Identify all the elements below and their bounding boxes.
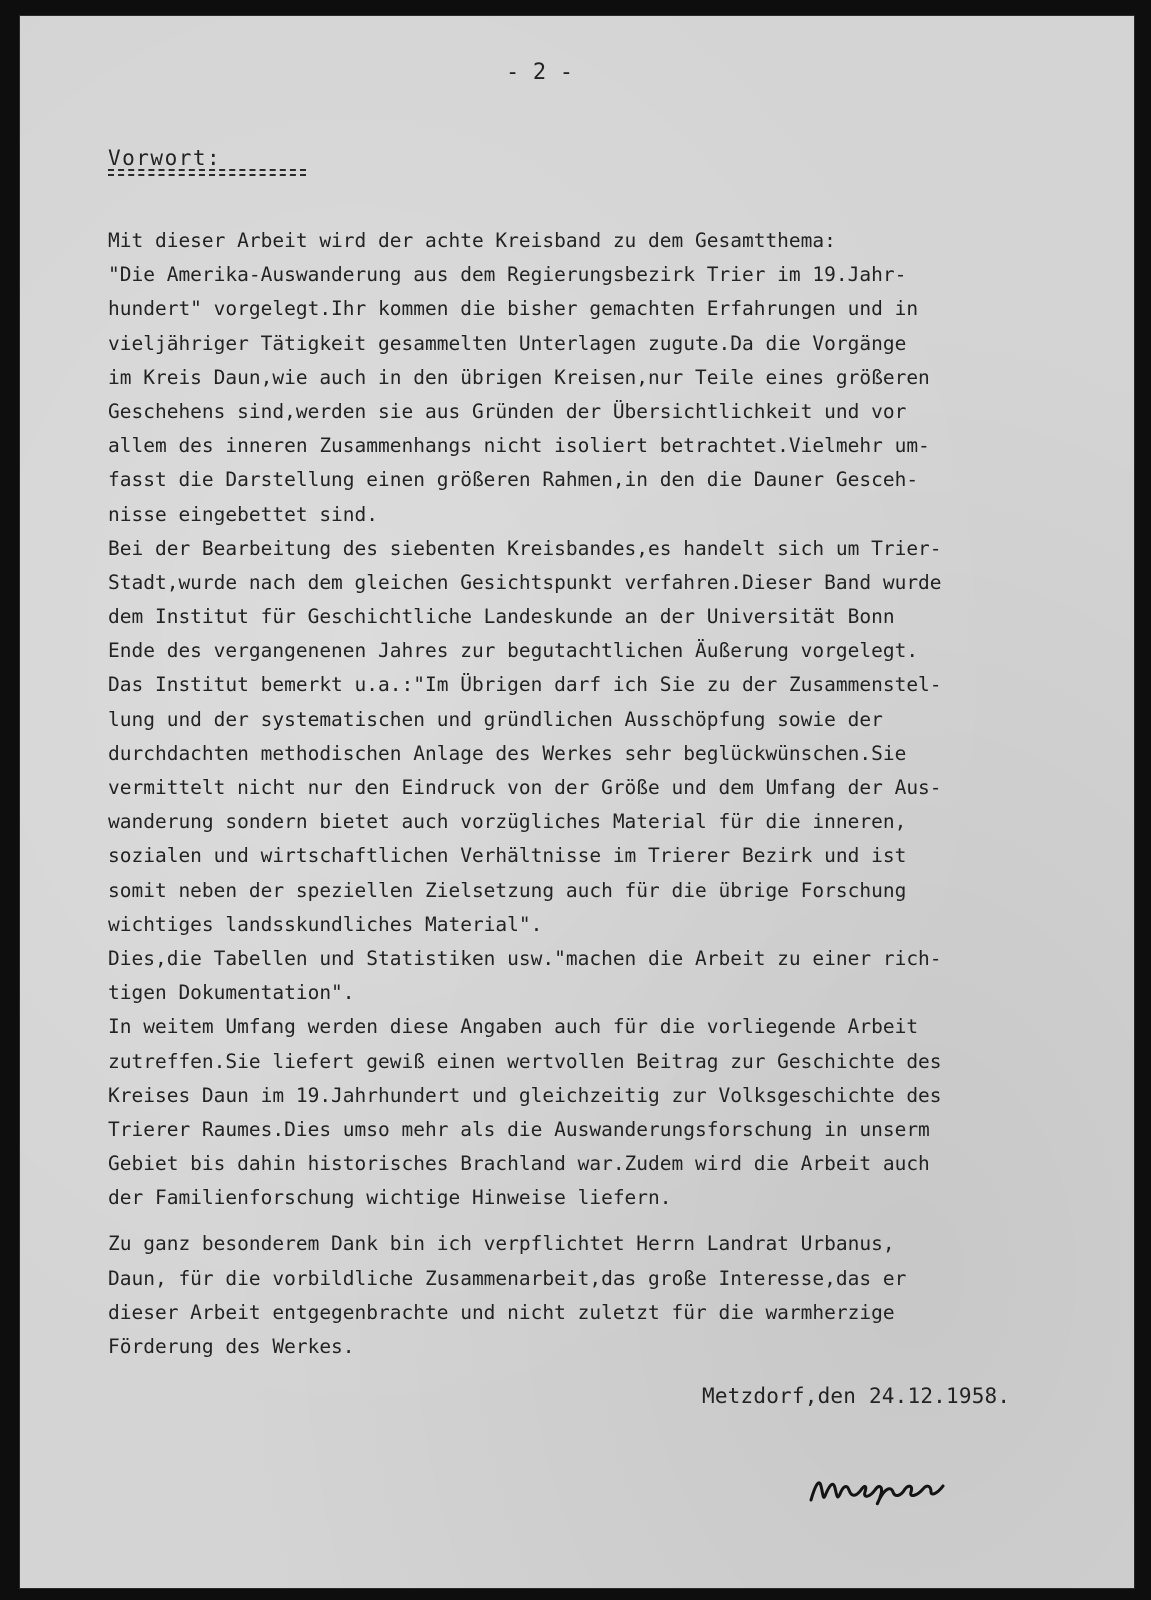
text-line: allem des inneren Zusammenhangs nicht isoliert betrachtet.Vielmehr um- [108,434,930,458]
text-line: hundert" vorgelegt.Ihr kommen die bisher gemachten Erfahrungen und in [108,297,919,321]
text-line: nisse eingebettet sind. [108,502,379,526]
text-line: der Familienforschung wichtige Hinweise liefern. [108,1186,672,1210]
text-line: Trierer Raumes.Dies umso mehr als die Auswanderungsforschung in unserm [108,1117,930,1141]
text-line: In weitem Umfang werden diese Angaben auch für die vorliegende Arbeit [108,1015,919,1039]
text-line: tigen Dokumentation". [108,981,355,1005]
text-line: dem Institut für Geschichtliche Landeskunde an der Universität Bonn [108,605,895,629]
text-line: zutreffen.Sie liefert gewiß einen wertvollen Beitrag zur Geschichte des [108,1049,942,1073]
text-line: Stadt,wurde nach dem gleichen Gesichtspunkt verfahren.Dieser Band wurde [108,570,942,594]
text-line: somit neben der speziellen Zielsetzung auch für die übrige Forschung [108,878,907,902]
text-line: Mit dieser Arbeit wird der achte Kreisband zu dem Gesamtthema: [108,229,836,252]
text-line: Bei der Bearbeitung des siebenten Kreisbandes,es handelt sich um Trier- [108,536,942,560]
text-line: im Kreis Daun,wie auch in den übrigen Kreisen,nur Teile eines größeren [108,365,930,389]
text-line: Das Institut bemerkt u.a.:"Im Übrigen darf ich Sie zu der Zusammenstel- [108,673,942,697]
text-line: lung und der systematischen und gründlichen Ausschöpfung sowie der [108,707,883,731]
text-line: durchdachten methodischen Anlage des Werkes sehr beglückwünschen.Sie [108,741,907,765]
text-line: Geschehens sind,werden sie aus Gründen der Übersichtlichkeit und vor [108,399,907,423]
text-line: "Die Amerika-Auswanderung aus dem Regierungsbezirk Trier im 19.Jahr- [108,263,907,287]
handwritten-signature [805,1456,965,1516]
text-line: Förderung des Werkes. [108,1335,355,1358]
heading-double-underline [108,169,306,176]
section-heading: Vorwort: [108,146,222,170]
text-line: wichtiges landsskundliches Material". [108,912,543,936]
text-line: vieljähriger Tätigkeit gesammelten Unterlagen zugute.Da die Vorgänge [108,331,907,355]
text-line: wanderung sondern bietet auch vorzügliches Material für die inneren, [108,810,907,834]
text-line: Zu ganz besonderem Dank bin ich verpflichtet Herrn Landrat Urbanus, [108,1232,895,1256]
place-and-date: Metzdorf,den 24.12.1958. [702,1384,1011,1408]
text-line: Gebiet bis dahin historisches Brachland war.Zudem wird die Arbeit auch [108,1152,930,1176]
page-number: - 2 - [506,60,574,85]
text-line: Dies,die Tabellen und Statistiken usw."machen die Arbeit zu einer rich- [108,946,942,970]
text-line: dieser Arbeit entgegenbrachte und nicht zuletzt für die warmherzige [108,1300,895,1324]
document-page [20,16,1134,1588]
paragraph-gap [108,1215,1128,1227]
text-line: fasst die Darstellung einen größeren Rahmen,in den die Dauner Gesceh- [108,468,919,492]
text-line: Daun, für die vorbildliche Zusammenarbeit,das große Interesse,das er [108,1266,907,1290]
text-line: Kreises Daun im 19.Jahrhundert und gleichzeitig zur Volksgeschichte des [108,1083,942,1107]
text-line: vermittelt nicht nur den Eindruck von der Größe und dem Umfang der Aus- [108,776,942,799]
text-line: sozialen und wirtschaftlichen Verhältnisse im Trierer Bezirk und ist [108,844,907,868]
body-text [108,224,1128,1364]
text-line: Ende des vergangenenen Jahres zur begutachtlichen Äußerung vorgelegt. [108,639,919,663]
